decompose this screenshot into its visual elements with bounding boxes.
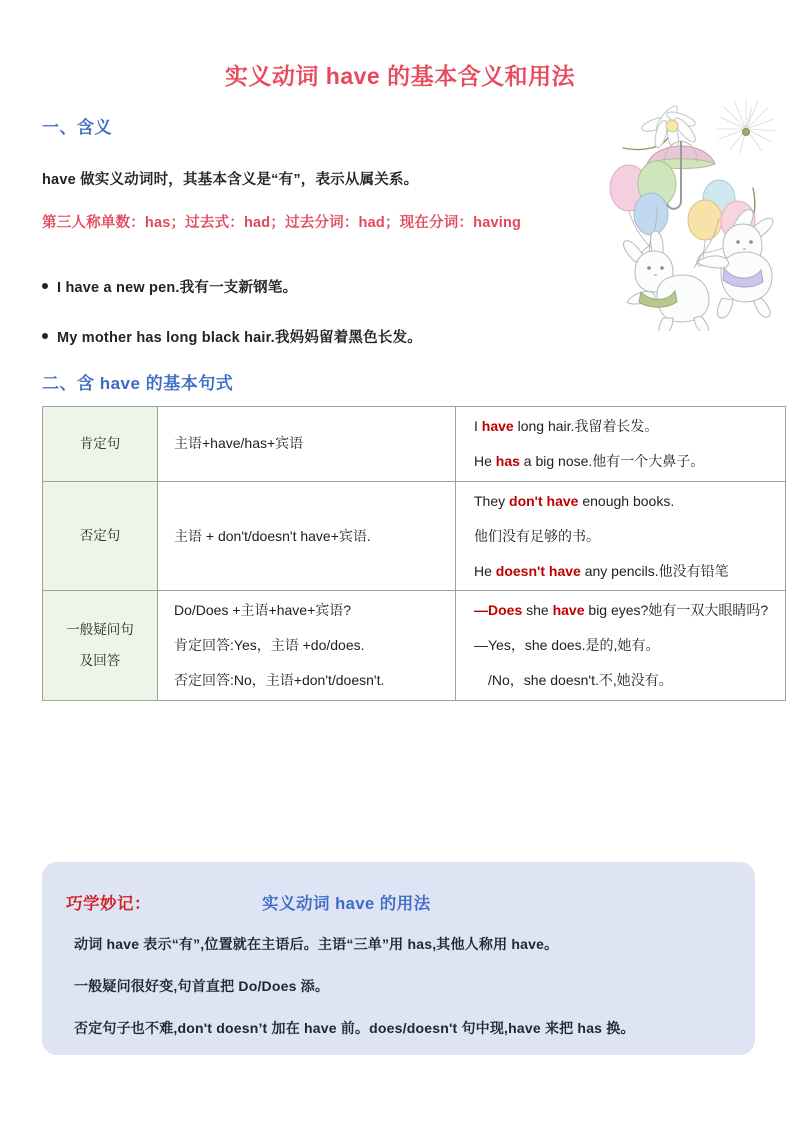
list-item-label: I have a new pen.我有一支新钢笔。 <box>57 280 298 296</box>
structure-cell <box>158 481 456 591</box>
sentence-type-label: 一般疑问句 <box>66 622 134 638</box>
highlighted-verb: has <box>495 452 520 469</box>
example-cell <box>456 481 786 591</box>
example-line <box>474 452 773 471</box>
example-cell <box>456 591 786 701</box>
highlighted-verb: have <box>481 418 514 434</box>
highlighted-verb: doesn't have <box>495 562 581 579</box>
example-text: a big nose.他有一个大鼻子。 <box>519 452 705 469</box>
balloon-bunch-left <box>610 161 676 259</box>
sentence-type-label: 否定句 <box>79 528 121 543</box>
highlighted-verb: —Does <box>474 602 523 619</box>
example-line <box>474 601 773 620</box>
sentence-type-cell <box>43 407 158 482</box>
example-text: They <box>474 492 510 509</box>
structure-cell <box>158 591 456 701</box>
tip-title: 实义动词 have 的用法 <box>262 895 431 913</box>
study-tip-box <box>42 862 755 1055</box>
example-text: —Yes，she does.是的,她有。 <box>474 637 660 654</box>
table-row <box>43 481 786 591</box>
example-text: He <box>474 562 496 579</box>
meaning-paragraph: have 做实义动词时，其基本含义是“有”，表示从属关系。 <box>42 172 419 188</box>
highlighted-verb: don't have <box>509 492 579 509</box>
list-item <box>42 326 422 347</box>
example-cell <box>456 407 786 482</box>
sentence-type-label: 肯定句 <box>79 435 121 451</box>
example-text: enough books. <box>578 492 675 509</box>
tip-line: 一般疑问很好变,句首直把 Do/Does 添。 <box>74 978 330 994</box>
table-row <box>43 407 786 482</box>
tip-line: 否定句子也不难,don't doesn’t 加在 have 前。does/doesn't 句中现,have 来把 has 换。 <box>74 1020 635 1036</box>
example-text: He <box>474 452 496 469</box>
bunny-left <box>623 231 709 331</box>
tip-line: 动词 have 表示“有”,位置就在主语后。主语“三单”用 has,其他人称用 have。 <box>74 936 559 952</box>
structure-line: 主语 + don't/doesn't have+宾语. <box>174 527 371 544</box>
verb-forms-paragraph: 第三人称单数：has；过去式：had；过去分词：had；现在分词：having <box>42 215 522 231</box>
tip-label: 巧学妙记： <box>66 895 151 913</box>
structure-line: Do/Does +主语+have+宾语? <box>174 602 352 619</box>
bullet-dot-icon <box>42 283 48 289</box>
section-heading-patterns: 二、含 have 的基本句式 <box>42 374 234 393</box>
spring-bunnies-balloons-illustration <box>605 96 780 331</box>
structure-line: 肯定回答:Yes，主语 +do/does. <box>174 637 365 654</box>
example-text: she <box>522 602 553 619</box>
structure-cell <box>158 407 456 482</box>
tip-header <box>42 890 755 912</box>
example-text: big eyes?她有一双大眼睛吗? <box>584 602 769 619</box>
structure-line: 主语+have/has+宾语 <box>174 435 304 452</box>
list-item-label: My mother has long black hair.我妈妈留着黑色长发。 <box>57 330 422 346</box>
example-line <box>474 417 773 436</box>
example-line <box>474 562 773 581</box>
example-text: 他们没有足够的书。 <box>474 527 600 544</box>
page-title: 实义动词 have 的基本含义和用法 <box>224 63 576 89</box>
example-line <box>474 636 773 655</box>
example-text: /No，she doesn't.不,她没有。 <box>474 672 673 689</box>
sentence-type-label: 及回答 <box>79 653 121 669</box>
sentence-type-cell <box>43 481 158 591</box>
section-heading-meaning: 一、含义 <box>42 118 112 137</box>
example-line <box>474 671 773 690</box>
example-text: long hair.我留着长发。 <box>513 418 659 434</box>
highlighted-verb: have <box>552 602 585 619</box>
list-item <box>42 276 297 297</box>
have-sentence-patterns-table <box>42 406 786 701</box>
table-row <box>43 591 786 701</box>
structure-line: 否定回答:No，主语+don't/doesn't. <box>174 672 385 689</box>
example-text: any pencils.他没有铅笔 <box>580 562 729 579</box>
example-line <box>474 492 773 511</box>
example-text: I <box>474 418 482 434</box>
dandelion-icon <box>716 99 776 153</box>
bullet-dot-icon <box>42 333 48 339</box>
sentence-type-cell <box>43 591 158 701</box>
example-line <box>474 527 773 546</box>
